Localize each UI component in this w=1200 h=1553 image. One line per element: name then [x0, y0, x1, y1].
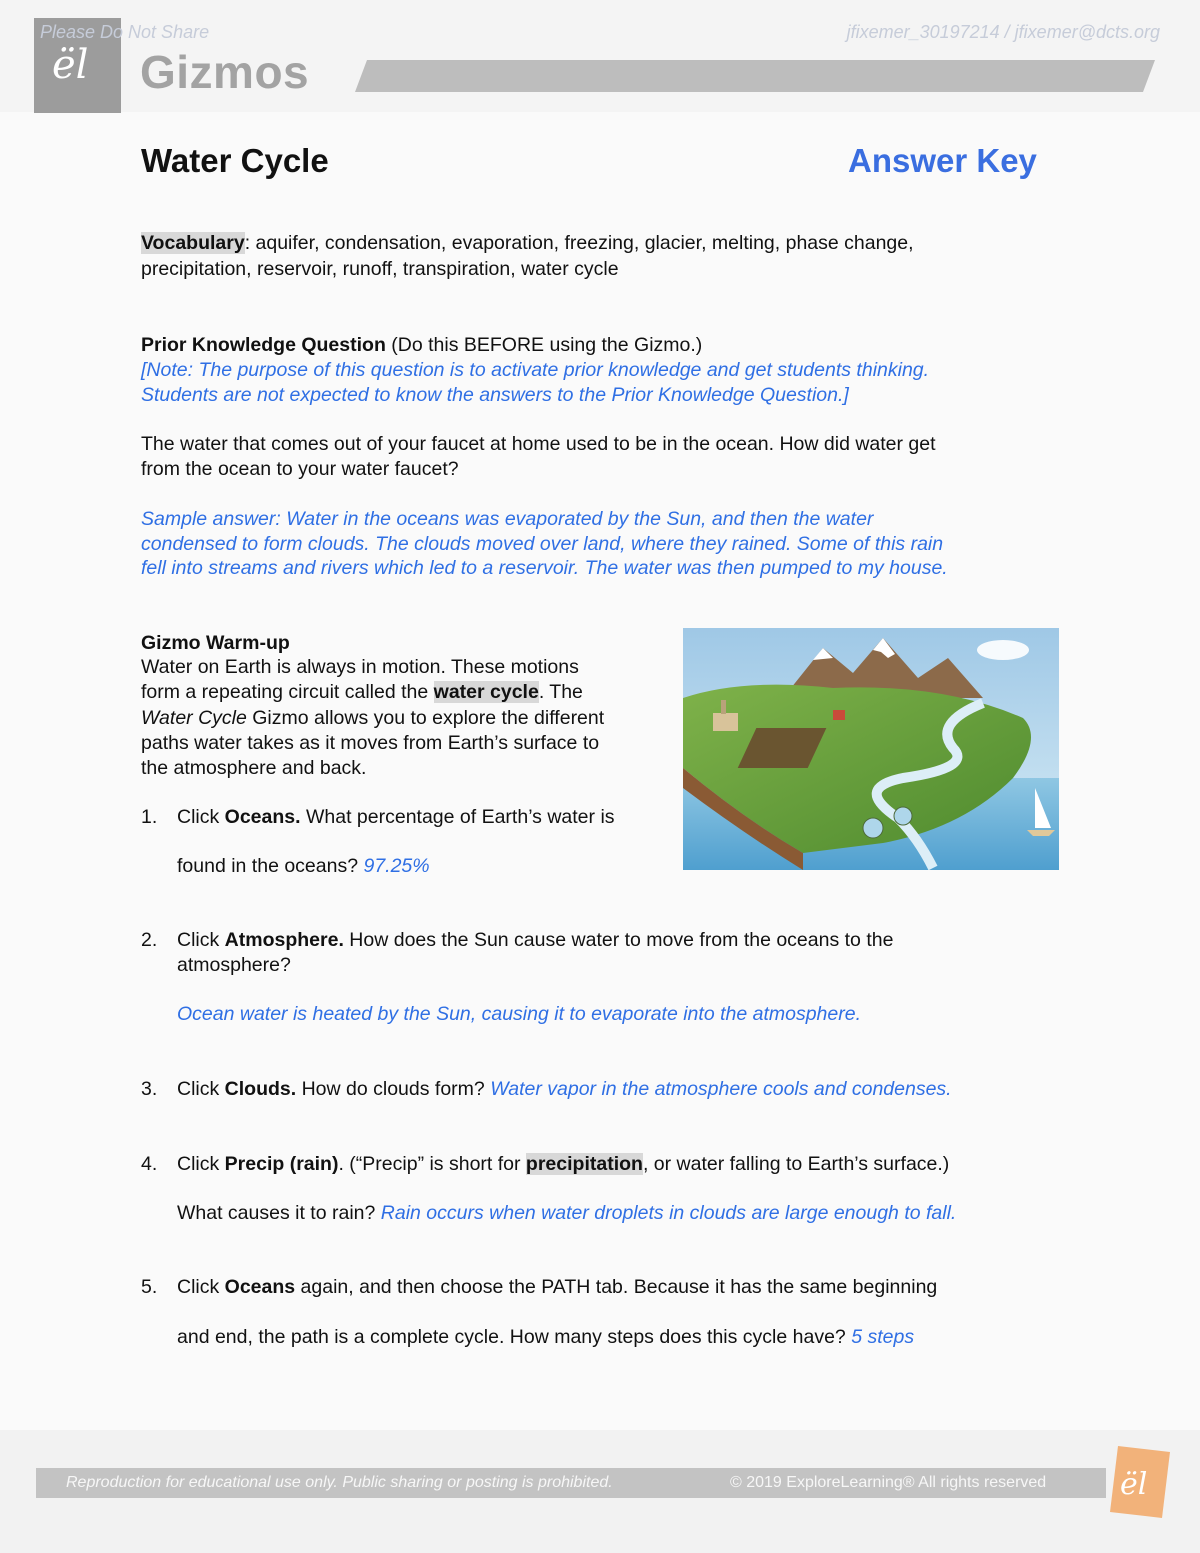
warmup-heading: Gizmo Warm-up: [141, 632, 290, 654]
warmup-line-5: the atmosphere and back.: [141, 757, 367, 779]
question-5-bold: Oceans: [224, 1276, 296, 1298]
warmup-line-2-post: . The: [538, 681, 583, 703]
question-2: [141, 928, 893, 953]
question-4-pre: Click: [177, 1153, 225, 1175]
question-5-pre: Click: [177, 1276, 225, 1298]
farmhouse: [833, 710, 845, 720]
cloud: [977, 640, 1029, 660]
treatment-pool-2: [894, 807, 912, 825]
question-4-line-2-text: What causes it to rain?: [177, 1202, 381, 1224]
question-4-bold: Precip (rain): [224, 1153, 339, 1175]
question-5-line-2: [177, 1325, 914, 1350]
treatment-pool: [863, 818, 883, 838]
question-1-answer: 97.25%: [363, 855, 430, 877]
question-4: [141, 1152, 949, 1177]
question-3-text: How do clouds form?: [296, 1078, 491, 1100]
question-2-number: 2.: [141, 929, 158, 951]
warmup-line-1: Water on Earth is always in motion. These motions: [141, 656, 579, 678]
question-2-text: How does the Sun cause water to move from the oceans to the: [343, 929, 894, 951]
prior-question-2: from the ocean to your water faucet?: [141, 458, 459, 480]
question-5: [141, 1275, 937, 1300]
footer-copyright: © 2019 ExploreLearning® All rights reserved: [730, 1474, 1047, 1491]
question-5-line-2-text: and end, the path is a complete cycle. How many steps does this cycle have?: [177, 1326, 852, 1348]
prior-heading-rest: (Do this BEFORE using the Gizmo.): [385, 334, 703, 356]
vocabulary-label: Vocabulary: [141, 232, 245, 254]
precipitation-term: precipitation: [525, 1153, 643, 1175]
question-4-answer: Rain occurs when water droplets in clouds are large enough to fall.: [380, 1202, 957, 1224]
prior-answer-3: fell into streams and rivers which led to a reservoir. The water was then pumped to my house.: [141, 557, 948, 579]
question-5-number: 5.: [141, 1276, 158, 1298]
gizmo-name-italic: Water Cycle: [141, 707, 247, 729]
prior-note-2: Students are not expected to know the answers to the Prior Knowledge Question.]: [141, 384, 849, 406]
question-1: [141, 805, 615, 830]
question-1-line-2-text: found in the oceans?: [177, 855, 364, 877]
page-title: Water Cycle: [141, 142, 329, 179]
question-5-answer: 5 steps: [851, 1326, 915, 1348]
question-3-bold: Clouds.: [224, 1078, 297, 1100]
el-logo-icon: [48, 40, 108, 90]
question-2-pre: Click: [177, 929, 225, 951]
footer-notice: Reproduction for educational use only. Public sharing or posting is prohibited.: [66, 1474, 613, 1491]
watermark-left: Please Do Not Share: [40, 22, 210, 42]
question-2-bold: Atmosphere.: [224, 929, 344, 951]
vocabulary-line-1: [141, 231, 914, 256]
question-4-number: 4.: [141, 1153, 158, 1175]
footer-logo-text: ël: [1120, 1467, 1148, 1502]
factory: [713, 713, 738, 731]
warmup-line-2-pre: form a repeating circuit called the: [141, 681, 434, 703]
vocabulary-line-2: precipitation, reservoir, runoff, transpiration, water cycle: [141, 258, 619, 280]
prior-question-1: The water that comes out of your faucet at home used to be in the ocean. How did water get: [141, 433, 936, 455]
svg-text:ël: ël: [52, 42, 89, 88]
warmup-line-4: paths water takes as it moves from Earth’s surface to: [141, 732, 600, 754]
warmup-line-3-rest: Gizmo allows you to explore the different: [246, 707, 605, 729]
gizmos-brand: Gizmos: [140, 46, 310, 98]
question-1-bold: Oceans.: [224, 806, 301, 828]
question-3: [141, 1077, 952, 1102]
question-5-text: again, and then choose the PATH tab. Because it has the same beginning: [295, 1276, 938, 1298]
vocabulary-text: : aquifer, condensation, evaporation, freezing, glacier, melting, phase change,: [244, 232, 914, 254]
warmup-line-2: [141, 680, 583, 705]
prior-heading-bold: Prior Knowledge Question: [141, 334, 386, 356]
question-4-text-2: , or water falling to Earth’s surface.): [642, 1153, 950, 1175]
prior-answer-2: condensed to form clouds. The clouds moved over land, where they rained. Some of this rain: [141, 533, 944, 555]
prior-note-1: [Note: The purpose of this question is to activate prior knowledge and get students thinking.: [141, 359, 930, 381]
answer-key-label: Answer Key: [848, 142, 1037, 179]
water-cycle-term: water cycle: [433, 681, 539, 703]
footer-el-logo-icon: [1104, 1442, 1176, 1522]
header-decorative-bar: [355, 60, 1155, 92]
question-4-text: . (“Precip” is short for: [338, 1153, 526, 1175]
question-1-number: 1.: [141, 806, 158, 828]
watermark-right: jfixemer_30197214 / jfixemer@dcts.org: [846, 22, 1160, 42]
question-1-text: What percentage of Earth’s water is: [300, 806, 615, 828]
question-2-line-2: atmosphere?: [177, 954, 291, 976]
question-3-answer: Water vapor in the atmosphere cools and condenses.: [490, 1078, 952, 1100]
prior-heading: [141, 333, 702, 358]
question-4-line-2: [177, 1201, 956, 1226]
question-1-pre: Click: [177, 806, 225, 828]
warmup-line-3: [141, 706, 604, 731]
question-2-answer: Ocean water is heated by the Sun, causing it to evaporate into the atmosphere.: [177, 1003, 862, 1025]
question-3-number: 3.: [141, 1078, 158, 1100]
factory-chimney: [721, 700, 726, 714]
water-cycle-illustration: [683, 628, 1059, 870]
prior-answer-1: Sample answer: Water in the oceans was evaporated by the Sun, and then the water: [141, 508, 874, 530]
question-1-line-2: [177, 854, 430, 879]
question-3-pre: Click: [177, 1078, 225, 1100]
